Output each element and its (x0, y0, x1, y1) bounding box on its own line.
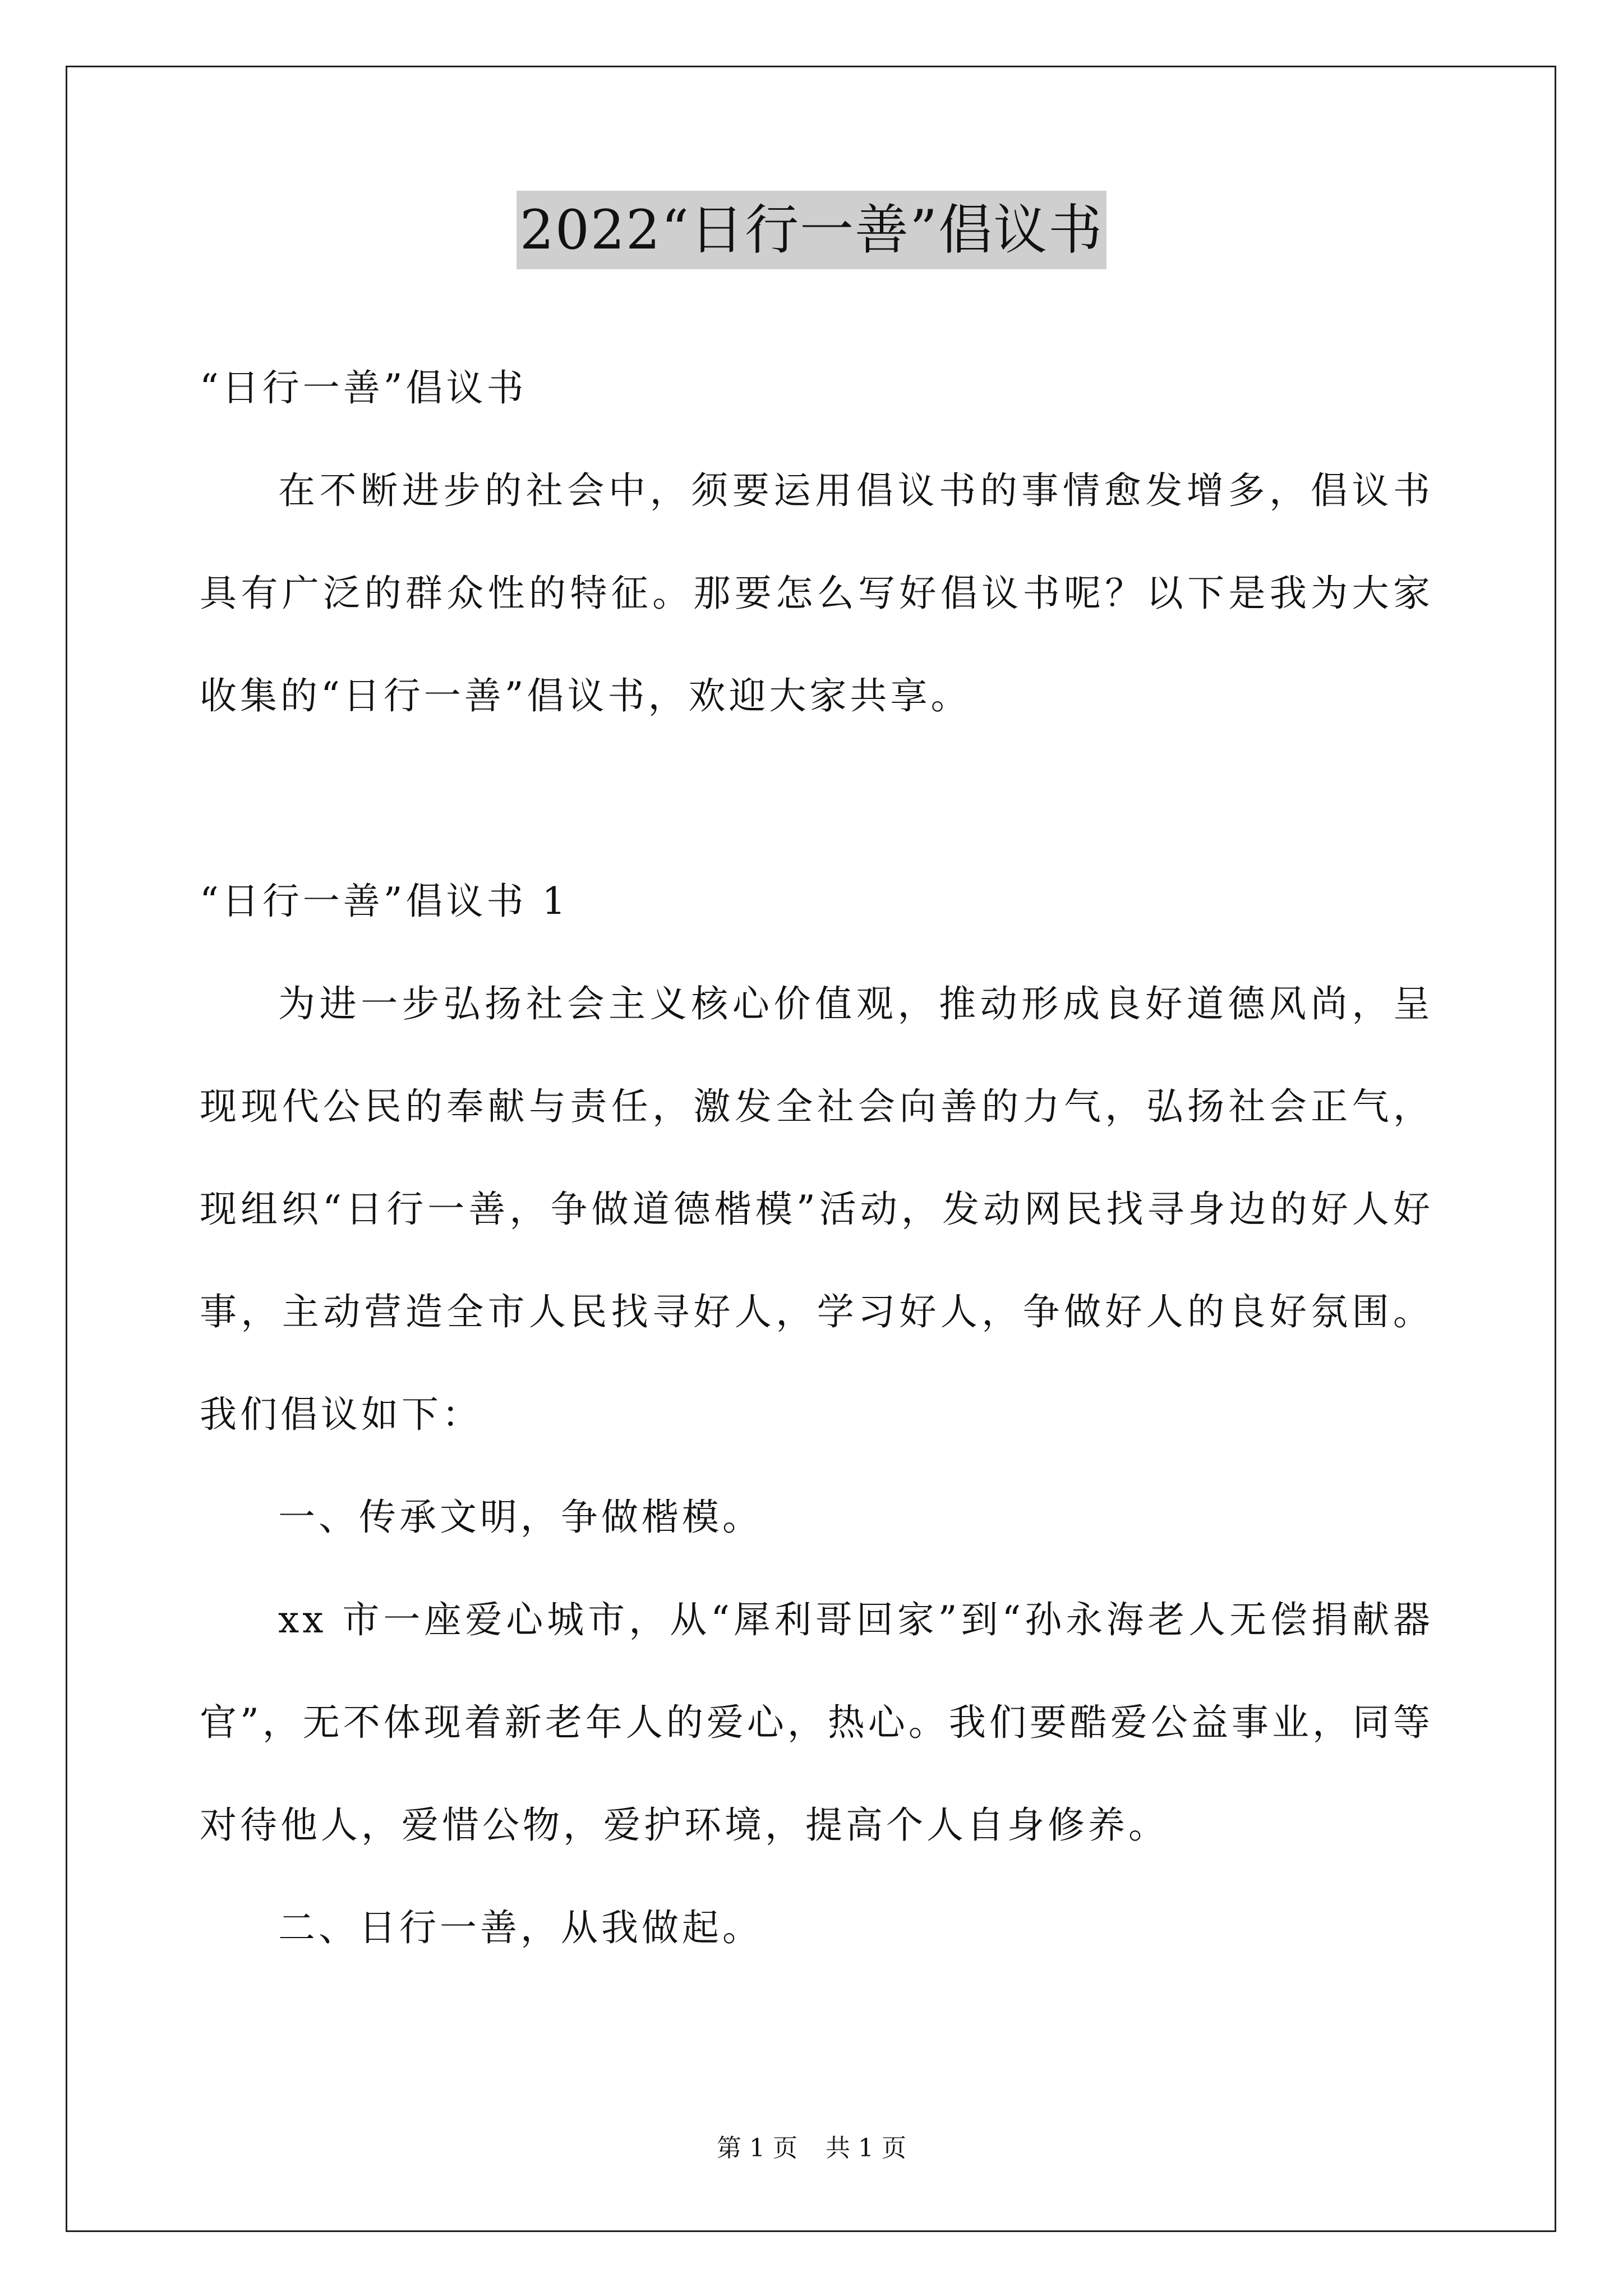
subtitle-heading: “日行一善”倡议书 (200, 366, 527, 409)
page-number-current: 第 1 页 (717, 2134, 797, 2162)
point-heading-1: 一、传承文明，争做楷模。 (278, 1496, 763, 1539)
point-1-paragraph: xx 市一座爱心城市，从“犀利哥回家”到“孙永海老人无偿捐献器官”，无不体现着新老年人的爱心，热心。我们要酷爱公益事业，同等对待他人，爱惜公物，爱护环境，提高个人自身修养。 (200, 1598, 1433, 1847)
document-title: 2022“日行一善”倡议书 (517, 191, 1106, 269)
document-body (200, 337, 1433, 1979)
page-footer (0, 2132, 1623, 2165)
title-container (0, 191, 1623, 269)
section-heading-1: “日行一善”倡议书 1 (200, 880, 569, 923)
point-heading-2: 二、日行一善，从我做起。 (278, 1906, 763, 1949)
intro-paragraph: 在不断进步的社会中，须要运用倡议书的事情愈发增多，倡议书具有广泛的群众性的特征。那要怎么写好倡议书呢？以下是我为大家收集的“日行一善”倡议书，欢迎大家共享。 (200, 469, 1433, 717)
page-number-total: 共 1 页 (826, 2134, 906, 2162)
section-1-paragraph: 为进一步弘扬社会主义核心价值观，推动形成良好道德风尚，呈现现代公民的奉献与责任，激发全社会向善的力气，弘扬社会正气，现组织“日行一善，争做道德楷模”活动，发动网民找寻身边的好人好事，主动营造全市人民找寻好人，学习好人，争做好人的良好氛围。我们倡议如下： (200, 982, 1433, 1436)
paragraph-spacer (200, 747, 1433, 850)
